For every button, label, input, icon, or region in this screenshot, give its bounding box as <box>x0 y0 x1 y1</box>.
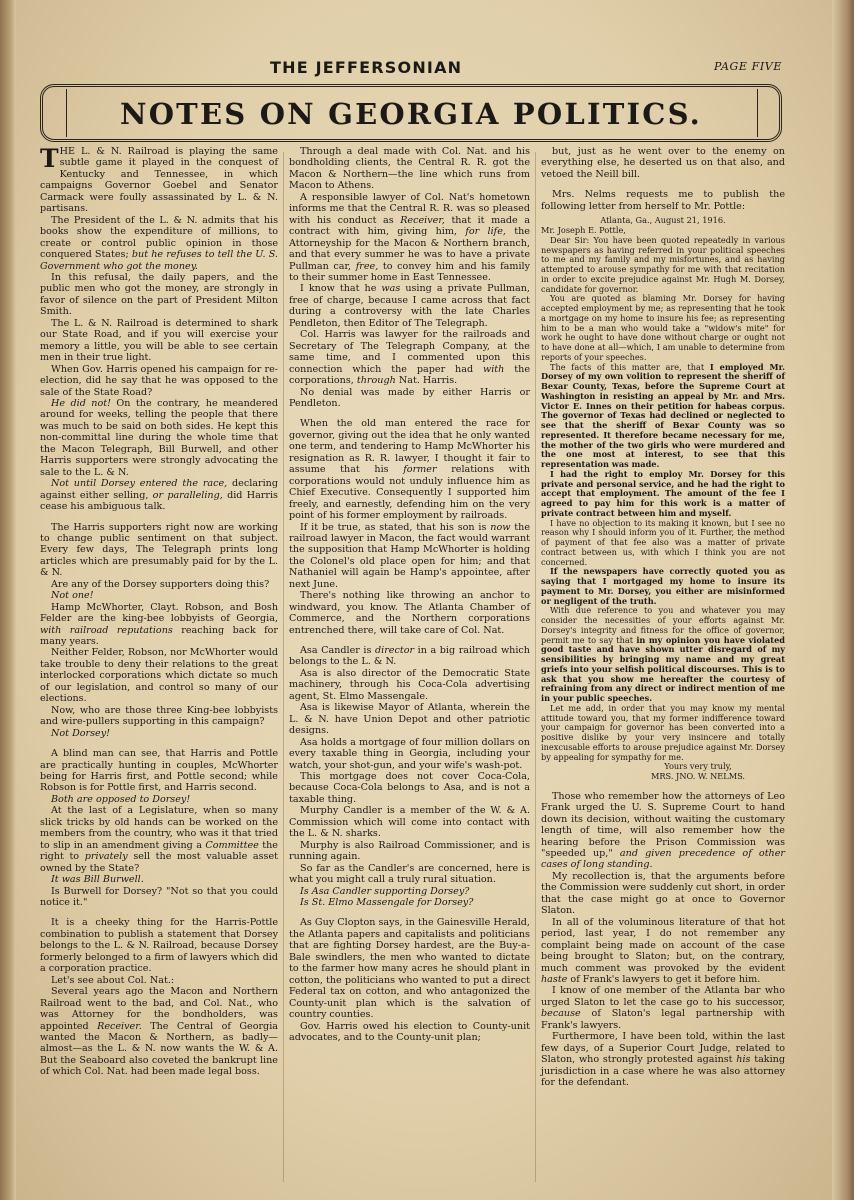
paragraph: So far as the Candler's are concerned, here is what you might call a truly rural situation. <box>289 862 530 886</box>
paragraph: The President of the L. & N. admits that his books show the expenditure of millions, to create or control public opinion in those conquered States; <box>40 214 278 261</box>
running-header <box>40 58 782 82</box>
letter-text: The facts of this matter are, that <box>550 361 705 372</box>
paragraph: Are any of the Dorsey supporters doing this? <box>51 578 270 590</box>
paragraph: in a big railroad which belongs to the L. & N. <box>289 645 530 668</box>
page-label: PAGE FIVE <box>713 60 782 73</box>
italic-text: was <box>381 283 401 295</box>
paragraph: Let's see about Col. Nat.: <box>51 974 175 986</box>
headline: NOTES ON GEORGIA POLITICS. <box>120 97 702 131</box>
paragraph: Murphy Candler is a member of the W. & A. Commission which will come into contact with the L. & N. sharks. <box>289 805 530 840</box>
paragraph: Asa is also director of the Democratic State machinery, through his Coca-Cola advertising agent, St. Elmo Massengale. <box>289 667 530 702</box>
italic-text: director <box>375 645 415 657</box>
italic-text: Receiver. <box>97 1020 142 1032</box>
italic-text: and given precedence of other cases of long standing. <box>541 848 785 871</box>
italic-text: former <box>403 464 437 476</box>
paragraph: the right to <box>40 839 278 863</box>
paragraph: to convey him and his family to their summer home in East Tennessee. <box>289 260 530 283</box>
italic-text: Receiver, <box>400 214 445 226</box>
letter-paragraph: Dear Sir: You have been quoted repeatedly in various newspapers as having referred in your political speeches to me and my family and my misfortunes, and as having attempted to arouse sympathy for me with that recitation in order to excite prejudice against Mr. Hugh M. Dorsey, candidate for governor. <box>541 234 785 294</box>
italic-line: Is St. Elmo Massengale for Dorsey? <box>300 897 474 908</box>
column-rule <box>283 152 284 1182</box>
paragraph: A responsible lawyer of Col. Nat's hometown informs me that the Central R. R. was so pleased with his conduct as <box>289 191 530 226</box>
paragraph: My recollection is, that the arguments before the Commission were suddenly cut short, in order that the case might go at once to Governor Slaton. <box>541 870 785 917</box>
italic-text: Committee <box>205 839 259 851</box>
letter-paragraph: If the newspapers have correctly quoted you as saying that I mortgaged my home to insure its payment to Mr. Dorsey, you either are misinformed or negligent of the truth. <box>541 566 785 606</box>
letter-salutation: Mr. Joseph E. Pottle, <box>541 225 626 236</box>
paragraph: At the last of a Legislature, when so many slick tricks by old hands can be worked on the members from the country, who was it that tried to slip in an amendment giving a <box>40 805 278 851</box>
publication-title: THE JEFFERSONIAN <box>270 58 463 77</box>
paragraph: The Central of Georgia wanted the Macon & Northern, as badly—almost—as the L. & N. now wants the W. & A. But the Seaboard also coveted the bankrupt line of which Col. Nat. had been made legal boss. <box>40 1020 278 1078</box>
letter-dateline: Atlanta, Ga., August 21, 1916. <box>600 215 726 226</box>
paragraph: Asa Candler is <box>300 645 372 657</box>
italic-line: Both are opposed to Dorsey! <box>51 793 191 805</box>
italic-text: privately <box>84 851 128 863</box>
paragraph: Asa is likewise Mayor of Atlanta, wherein the L. & N. have Union Depot and other patriotic designs. <box>289 702 530 737</box>
italic-text: or paralleling, <box>152 489 223 501</box>
italic-text: with railroad reputations <box>40 624 173 636</box>
paragraph: It is a cheeky thing for the Harris-Pottle combination to publish a statement that Dorsey belongs to the L. & N. Railroad, because Dorsey formerly belonged to a firm of lawyers which did a corporation practice. <box>40 917 278 975</box>
paragraph: Hamp McWhorter, Clayt. Robson, and Bosh Felder are the king-bee lobbyists of Georgia, <box>40 601 278 625</box>
paragraph: did Harris cease his ambiguous talk. <box>40 489 278 513</box>
italic-text: free, <box>355 260 379 272</box>
paragraph: Murphy is also Railroad Commissioner, and is running again. <box>289 839 530 863</box>
italic-line: Not Dorsey! <box>51 727 111 739</box>
paragraph: I know that he <box>300 283 377 295</box>
letter-bold-text: in my opinion you have violated good taste and have shown utter disregard of my sensibilities by bringing my name and my great griefs into your selfish political discourses. This is to ask that you show me hereafter the courtesy of refraining from any direct or indirect mention of me in your public speeches. <box>541 634 786 704</box>
paragraph: sell the most valuable asset owned by the State? <box>40 851 278 874</box>
paragraph: Through a deal made with Col. Nat. and his bondholding clients, the Central R. R. got the Macon & Northern—the line which runs from Macon to Athens. <box>289 146 530 192</box>
paragraph: I know of one member of the Atlanta bar who urged Slaton to let the case go to his successor, <box>541 985 785 1008</box>
article-column-2 <box>289 146 530 1043</box>
paragraph: of Slaton's legal partnership with Frank's lawyers. <box>541 1008 785 1031</box>
italic-text: now <box>490 521 511 533</box>
paragraph: As Guy Clopton says, in the Gainesville Herald, the Atlanta papers and capitalists and politicians that are fighting Dorsey hardest, are the Buy-a-Bale swindlers, the men who wanted to dictate to the farmer how many acres he should plant in cotton, the politicians who wanted to put a direct Federal tax on cotton, and who antagonized the County-unit plan which is the salvation of country counties. <box>289 917 530 1021</box>
paragraph: the Attorneyship for the Macon & Northern branch, and that every summer he was to have a private Pullman car, <box>289 226 530 272</box>
drop-cap: T <box>40 144 59 173</box>
paragraph: reaching back for many years. <box>40 624 278 648</box>
italic-text: with <box>483 363 505 375</box>
italic-text: He did not! <box>51 397 111 409</box>
letter-paragraph: I had the right to employ Mr. Dorsey for this private and personal service, and he had the right to accept that employment. The amount of the fee I agreed to pay him for this work is a matter of private contract between him and myself. <box>541 468 785 518</box>
paragraph: If it be true, as stated, that his son is <box>300 521 487 533</box>
paragraph: using a private Pullman, free of charge, because I came across that fact during a controversy with the late Charles Pendleton, then Editor of The Telegraph. <box>289 283 530 329</box>
italic-text: because <box>541 1008 581 1020</box>
paragraph: Gov. Harris owed his election to County-unit advocates, and to the County-unit plan; <box>289 1020 530 1043</box>
paragraph: the corporations, <box>289 363 530 387</box>
article-column-1 <box>40 146 278 1078</box>
paragraph: In all of the voluminous literature of that hot period, last year, I do not remember any complaint being made on account of the case being brought to Slaton; but, on the contrary, much comment was provoked by the evident <box>541 916 785 974</box>
paragraph: that it made a contract with him, giving him, <box>289 214 530 238</box>
letter-paragraph: Let me add, in order that you may know my mental attitude toward you, that my former indifference toward your campaign for governor has been converted into a positive dislike by your very insincere and totally inexcusable efforts to arouse prejudice against Mr. Dorsey by appealing for sympathy for me. <box>541 702 785 762</box>
paragraph: but, just as he went over to the enemy on everything else, he deserted us on that also, and vetoed the Neill bill. <box>541 146 785 180</box>
paragraph: relations with corporations would not unduly influence him as Chief Executive. Consequently I supported him freely, and earnestly, defending him on the very point of his former employment by railroads. <box>289 464 530 522</box>
article-column-3 <box>541 146 785 1089</box>
paragraph: The Harris supporters right now are working to change public sentiment on that subject. Every few days, The Telegraph prints long articles which are presumably paid for by the L. & N. <box>40 521 278 579</box>
paragraph: When the old man entered the race for governor, giving out the idea that he only wanted one term, and tendering to Hamp McWhorter his resignation as R. R. lawyer, I thought it fair to assume that his <box>289 418 530 476</box>
letter-paragraph: I have no objection to its making it known, but I see no reason why I should inform you of it. Further, the method of payment of that fee also was a matter of private contract between us, with which I think you are not concerned. <box>541 517 785 567</box>
paragraph: When Gov. Harris opened his campaign for re-election, did he say that he was opposed to the sale of the State Road? <box>40 363 278 398</box>
paragraph: taking jurisdiction in a case where he was also attorney for the defendant. <box>541 1054 785 1089</box>
paragraph: No denial was made by either Harris or Pendleton. <box>289 386 530 409</box>
paragraph: Neither Felder, Robson, nor McWhorter would take trouble to deny their relations to the great interlocked corporations which dictate so much of our legislation, and control so many of our elections. <box>40 647 278 705</box>
paragraph: Col. Harris was lawyer for the railroads and Secretary of The Telegraph Company, at the same time, and I commented upon this connection which the paper had <box>289 329 530 375</box>
paragraph: The L. & N. Railroad is determined to shark our State Road, and if you will exercise your memory a little, you will be able to see certain men in their true light. <box>40 317 278 364</box>
italic-text: Not until Dorsey entered the race, <box>51 478 228 490</box>
paragraph: declaring against either selling, <box>40 478 278 501</box>
letter-bold-text: I employed Mr. Dorsey of my own volition to represent the sheriff of Bexar County, Texas, before the Supreme Court at Washington in resisting an appeal by Mr. and Mrs. Victor E. Innes on their petition for habeas corpus. The governor of Texas had declined or neglected to see that the sheriff of Bexar County was so represented. It therefore became necessary for me, the mother of the two girls who were murdered and the one most at interest, to see that this representation was made. <box>541 361 785 470</box>
paragraph: This mortgage does not cover Coca-Cola, because Coca-Cola belongs to Asa, and is not a taxable thing. <box>289 771 530 805</box>
paragraph: A blind man can see, that Harris and Pottle are practically hunting in couples, McWhorter being for Harris first, and Pottle second; while Robson is for Pottle first, and Harris second. <box>40 748 278 794</box>
paragraph: Nat. Harris. <box>398 375 458 387</box>
letter-text: With due reference to you and whatever you may consider the necessities of your efforts against Mr. Dorsey's integrity and fitness for the office of governor, permit me to say that <box>541 605 785 645</box>
paragraph: There's nothing like throwing an anchor to windward, you know. The Atlanta Chamber of Commerce, and the Northern corporations entrenched there, will take care of Col. Nat. <box>289 590 530 636</box>
italic-text: through <box>356 375 396 387</box>
paragraph: Furthermore, I have been told, within the last few days, of a Superior Court Judge, related to Slaton, who strongly protested against <box>541 1031 785 1066</box>
page-spine-shadow <box>0 0 16 1200</box>
italic-text: but he refuses to tell the U. S. Government who got the money. <box>40 249 278 272</box>
paragraph: Mrs. Nelms requests me to publish the following letter from herself to Mr. Pottle: <box>541 189 785 212</box>
paragraph: Those who remember how the attorneys of Leo Frank urged the U. S. Supreme Court to hand down its decision, without waiting the customary length of time, will also remember how the hearing before the Prison Commission was "speeded up," <box>541 790 785 860</box>
column-rule <box>535 152 536 1182</box>
paragraph: Asa holds a mortgage of four million dollars on every taxable thing in Georgia, including your watch, your shot-gun, and your wife's wash-pot. <box>289 736 530 771</box>
italic-text: his <box>736 1054 751 1066</box>
italic-line: Is Asa Candler supporting Dorsey? <box>300 885 470 897</box>
letter-closing: Yours very truly, <box>664 761 732 772</box>
italic-text: for life, <box>465 226 506 238</box>
letter-signature: MRS. JNO. W. NELMS. <box>650 771 746 782</box>
page-edge-shadow <box>832 0 854 1200</box>
paragraph: the railroad lawyer in Macon, the fact would warrant the supposition that Hamp McWhorter is holding the Colonel's old place open for him; and that Nathaniel will again be Hamp's appointee, after next June. <box>289 521 530 590</box>
paragraph: In this refusal, the daily papers, and the public men who got the money, are strongly in favor of silence on the part of President Milton Smith. <box>40 271 278 318</box>
italic-text: haste <box>541 974 568 986</box>
paragraph: Several years ago the Macon and Northern Railroad went to the bad, and Col. Nat., who was Attorney for the bondholders, was appointed <box>40 986 278 1032</box>
letter-paragraph: You are quoted as blaming Mr. Dorsey for having accepted employment by me; as representing that he took a mortgage on my home to insure his fee; as representing him to be a man who would take a "widow's mite" for work he ought to have done without charge or ought not to have done at all—which, I am unable to determine from reports of your speeches. <box>541 293 785 362</box>
paragraph: HE L. & N. Railroad is playing the same subtle game it played in the conquest of Kentucky and Tennessee, in which campaigns Governor Goebel and Senator Carmack were foully assassinated by L. & N. partisans. <box>40 146 278 215</box>
paragraph: of Frank's lawyers to get it before him. <box>570 974 761 986</box>
paragraph: Now, who are those three King-bee lobbyists and wire-pullers supporting in this campaign? <box>40 704 278 728</box>
paragraph: On the contrary, he meandered around for weeks, telling the people that there was much to be said on both sides. He kept this non-committal line during the whole time that the Macon Telegraph, Bill Burwell, and other Harris supporters were strongly advocating the sale to the L. & N. <box>40 397 278 478</box>
italic-line: Not one! <box>51 590 94 602</box>
italic-line: It was Bill Burwell. <box>51 874 144 886</box>
nelms-letter <box>541 216 785 782</box>
paragraph: Is Burwell for Dorsey? "Not so that you could notice it." <box>40 885 278 908</box>
